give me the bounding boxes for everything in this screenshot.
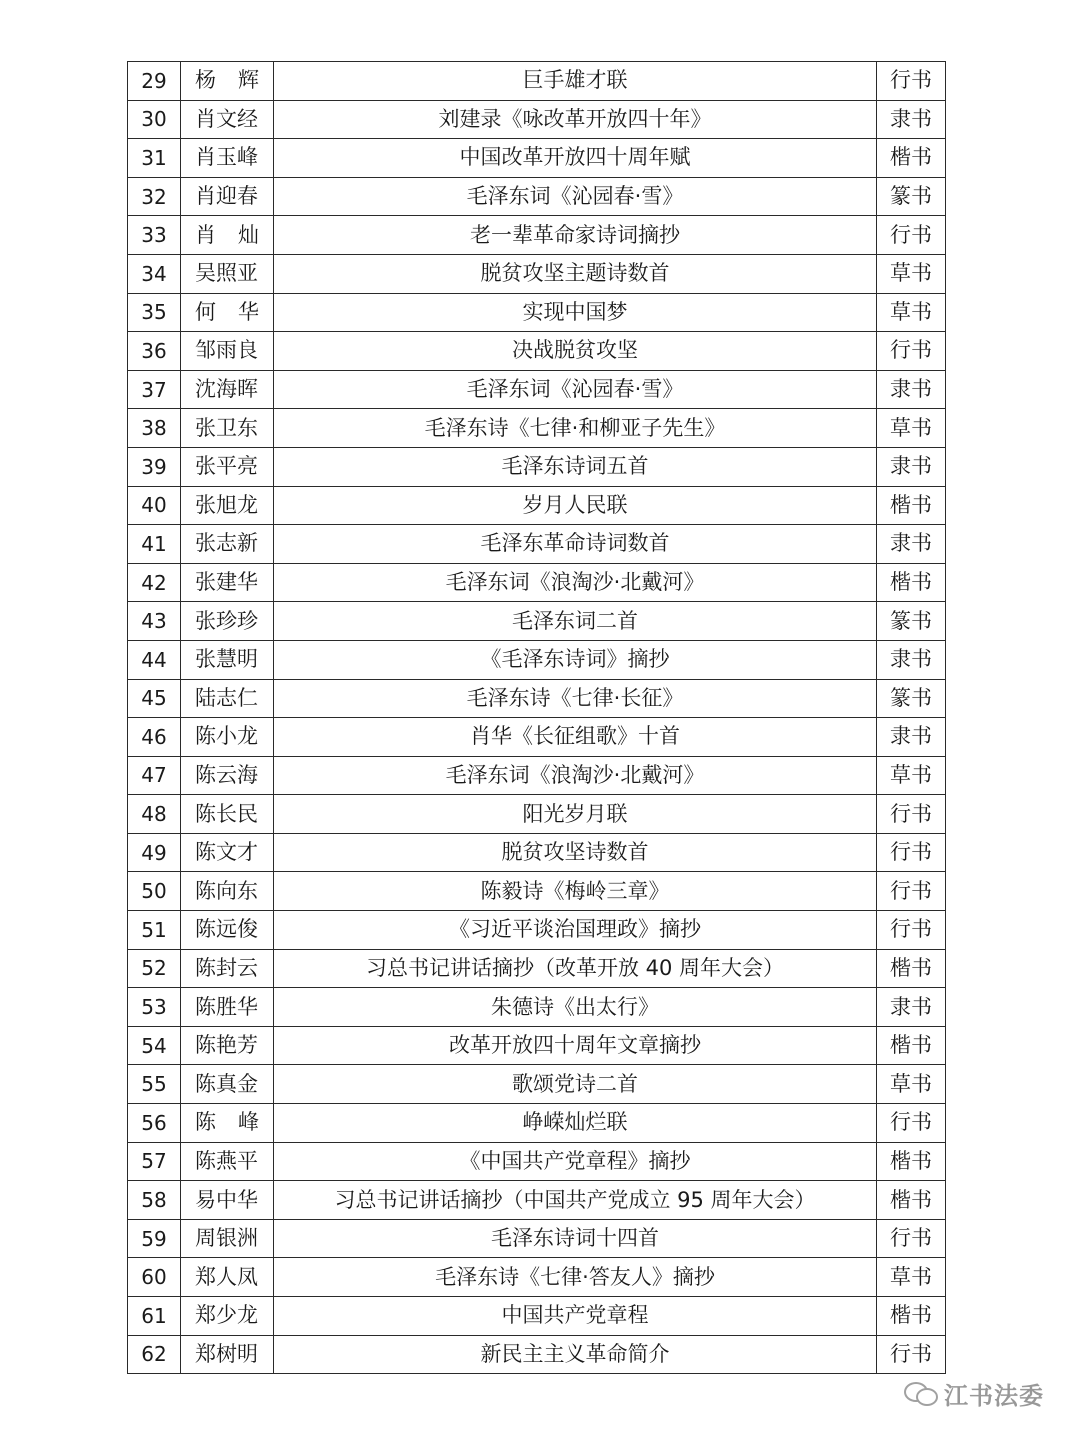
author-name: 陈文才	[181, 833, 274, 872]
work-title: 新民主主义革命简介	[274, 1335, 877, 1374]
table-row	[128, 370, 946, 409]
wechat-icon	[904, 1380, 938, 1406]
work-title: 毛泽东诗《七律·和柳亚子先生》	[274, 409, 877, 448]
author-name: 郑少龙	[181, 1297, 274, 1336]
work-title: 脱贫攻坚诗数首	[274, 833, 877, 872]
row-number: 61	[128, 1297, 181, 1336]
author-surname: 肖	[195, 222, 216, 247]
script-style: 草书	[877, 293, 946, 332]
table-row	[128, 602, 946, 641]
work-title: 陈毅诗《梅岭三章》	[274, 872, 877, 911]
work-title: 实现中国梦	[274, 293, 877, 332]
work-title: 改革开放四十周年文章摘抄	[274, 1026, 877, 1065]
author-name: 张旭龙	[181, 486, 274, 525]
work-title: 毛泽东革命诗词数首	[274, 525, 877, 564]
table-row	[128, 795, 946, 834]
table-row	[128, 756, 946, 795]
row-number: 32	[128, 177, 181, 216]
row-number: 33	[128, 216, 181, 255]
row-number: 50	[128, 872, 181, 911]
work-title: 毛泽东词《浪淘沙·北戴河》	[274, 756, 877, 795]
script-style: 楷书	[877, 1297, 946, 1336]
script-style: 篆书	[877, 177, 946, 216]
work-title: 歌颂党诗二首	[274, 1065, 877, 1104]
script-style: 草书	[877, 409, 946, 448]
author-surname: 何	[195, 299, 216, 324]
author-name: 陈云海	[181, 756, 274, 795]
script-style: 隶书	[877, 447, 946, 486]
author-name: 邹雨良	[181, 332, 274, 371]
table-row	[128, 62, 946, 101]
script-style: 草书	[877, 1258, 946, 1297]
work-title: 老一辈革命家诗词摘抄	[274, 216, 877, 255]
author-name: 郑树明	[181, 1335, 274, 1374]
row-number: 29	[128, 62, 181, 101]
table-row	[128, 409, 946, 448]
author-name	[181, 216, 274, 255]
table-row	[128, 872, 946, 911]
row-number: 49	[128, 833, 181, 872]
script-style: 行书	[877, 1219, 946, 1258]
table-row	[128, 177, 946, 216]
table-row	[128, 1258, 946, 1297]
author-name: 陈封云	[181, 949, 274, 988]
watermark	[904, 1376, 1044, 1410]
script-style: 隶书	[877, 988, 946, 1027]
work-title: 毛泽东词《沁园春·雪》	[274, 177, 877, 216]
row-number: 54	[128, 1026, 181, 1065]
row-number: 30	[128, 100, 181, 139]
author-name	[181, 293, 274, 332]
row-number: 36	[128, 332, 181, 371]
row-number: 59	[128, 1219, 181, 1258]
author-name: 陆志仁	[181, 679, 274, 718]
author-name: 陈小龙	[181, 718, 274, 757]
work-title: 刘建录《咏改革开放四十年》	[274, 100, 877, 139]
script-style: 草书	[877, 254, 946, 293]
script-style: 行书	[877, 911, 946, 950]
table-row	[128, 1181, 946, 1220]
table-row	[128, 1065, 946, 1104]
author-given-name: 辉	[238, 68, 259, 93]
row-number: 56	[128, 1104, 181, 1143]
row-number: 55	[128, 1065, 181, 1104]
table-row	[128, 216, 946, 255]
author-name: 张珍珍	[181, 602, 274, 641]
row-number: 35	[128, 293, 181, 332]
row-number: 42	[128, 563, 181, 602]
work-title: 朱德诗《出太行》	[274, 988, 877, 1027]
row-number: 39	[128, 447, 181, 486]
script-style: 楷书	[877, 139, 946, 178]
table-row	[128, 486, 946, 525]
table-row	[128, 563, 946, 602]
table-row	[128, 525, 946, 564]
script-style: 楷书	[877, 949, 946, 988]
work-title: 肖华《长征组歌》十首	[274, 718, 877, 757]
work-title: 习总书记讲话摘抄（中国共产党成立 95 周年大会）	[274, 1181, 877, 1220]
script-style: 行书	[877, 795, 946, 834]
work-title: 毛泽东诗《七律·长征》	[274, 679, 877, 718]
table-row	[128, 100, 946, 139]
row-number: 52	[128, 949, 181, 988]
script-style: 隶书	[877, 370, 946, 409]
author-name: 周银洲	[181, 1219, 274, 1258]
row-number: 60	[128, 1258, 181, 1297]
row-number: 38	[128, 409, 181, 448]
script-style: 篆书	[877, 679, 946, 718]
author-given-name: 灿	[238, 222, 259, 247]
work-title: 决战脱贫攻坚	[274, 332, 877, 371]
script-style: 楷书	[877, 1026, 946, 1065]
row-number: 40	[128, 486, 181, 525]
author-name: 陈远俊	[181, 911, 274, 950]
row-number: 53	[128, 988, 181, 1027]
work-title: 阳光岁月联	[274, 795, 877, 834]
author-name	[181, 62, 274, 101]
table-row	[128, 988, 946, 1027]
work-title: 脱贫攻坚主题诗数首	[274, 254, 877, 293]
script-style: 楷书	[877, 486, 946, 525]
work-title: 习总书记讲话摘抄（改革开放 40 周年大会）	[274, 949, 877, 988]
script-style: 草书	[877, 1065, 946, 1104]
author-name: 张建华	[181, 563, 274, 602]
row-number: 47	[128, 756, 181, 795]
script-style: 隶书	[877, 640, 946, 679]
row-number: 34	[128, 254, 181, 293]
work-title: 中国改革开放四十周年赋	[274, 139, 877, 178]
work-title: 中国共产党章程	[274, 1297, 877, 1336]
script-style: 隶书	[877, 525, 946, 564]
author-name: 吴照亚	[181, 254, 274, 293]
table-row	[128, 447, 946, 486]
row-number: 62	[128, 1335, 181, 1374]
table-row	[128, 1297, 946, 1336]
row-number: 44	[128, 640, 181, 679]
author-name: 陈燕平	[181, 1142, 274, 1181]
work-title: 毛泽东词《沁园春·雪》	[274, 370, 877, 409]
author-name: 张卫东	[181, 409, 274, 448]
row-number: 48	[128, 795, 181, 834]
row-number: 41	[128, 525, 181, 564]
work-title: 《中国共产党章程》摘抄	[274, 1142, 877, 1181]
script-style: 行书	[877, 1104, 946, 1143]
row-number: 46	[128, 718, 181, 757]
script-style: 篆书	[877, 602, 946, 641]
table-row	[128, 949, 946, 988]
table-row	[128, 833, 946, 872]
author-name: 张志新	[181, 525, 274, 564]
script-style: 隶书	[877, 100, 946, 139]
author-name: 肖迎春	[181, 177, 274, 216]
author-surname: 陈	[195, 1110, 216, 1135]
work-title: 岁月人民联	[274, 486, 877, 525]
author-name: 张慧明	[181, 640, 274, 679]
row-number: 43	[128, 602, 181, 641]
author-name: 陈长民	[181, 795, 274, 834]
works-table	[127, 61, 946, 1374]
table-row	[128, 1104, 946, 1143]
table-row	[128, 254, 946, 293]
author-name: 沈海晖	[181, 370, 274, 409]
script-style: 行书	[877, 872, 946, 911]
script-style: 行书	[877, 62, 946, 101]
table-row	[128, 332, 946, 371]
script-style: 隶书	[877, 718, 946, 757]
work-title: 毛泽东诗词十四首	[274, 1219, 877, 1258]
author-name	[181, 1104, 274, 1143]
author-name: 易中华	[181, 1181, 274, 1220]
script-style: 楷书	[877, 1142, 946, 1181]
table-row	[128, 1335, 946, 1374]
work-title: 巨手雄才联	[274, 62, 877, 101]
row-number: 58	[128, 1181, 181, 1220]
author-name: 张平亮	[181, 447, 274, 486]
author-given-name: 峰	[238, 1110, 259, 1135]
row-number: 37	[128, 370, 181, 409]
row-number: 31	[128, 139, 181, 178]
table-row	[128, 640, 946, 679]
work-title: 《习近平谈治国理政》摘抄	[274, 911, 877, 950]
table-row	[128, 718, 946, 757]
table-row	[128, 911, 946, 950]
author-name: 陈胜华	[181, 988, 274, 1027]
row-number: 51	[128, 911, 181, 950]
row-number: 57	[128, 1142, 181, 1181]
author-name: 陈艳芳	[181, 1026, 274, 1065]
author-name: 陈向东	[181, 872, 274, 911]
author-given-name: 华	[238, 299, 259, 324]
author-surname: 杨	[195, 68, 216, 93]
script-style: 行书	[877, 332, 946, 371]
script-style: 行书	[877, 833, 946, 872]
work-title: 毛泽东词二首	[274, 602, 877, 641]
work-title: 毛泽东诗词五首	[274, 447, 877, 486]
author-name: 陈真金	[181, 1065, 274, 1104]
author-name: 肖玉峰	[181, 139, 274, 178]
works-table-body	[128, 62, 946, 1374]
script-style: 楷书	[877, 1181, 946, 1220]
work-title: 《毛泽东诗词》摘抄	[274, 640, 877, 679]
table-row	[128, 1026, 946, 1065]
author-name: 郑人凤	[181, 1258, 274, 1297]
table-row	[128, 293, 946, 332]
table-row	[128, 1219, 946, 1258]
work-title: 毛泽东词《浪淘沙·北戴河》	[274, 563, 877, 602]
watermark-text: 江书法委	[944, 1381, 1044, 1410]
work-title: 峥嵘灿烂联	[274, 1104, 877, 1143]
table-row	[128, 1142, 946, 1181]
script-style: 行书	[877, 1335, 946, 1374]
script-style: 行书	[877, 216, 946, 255]
work-title: 毛泽东诗《七律·答友人》摘抄	[274, 1258, 877, 1297]
row-number: 45	[128, 679, 181, 718]
table-row	[128, 139, 946, 178]
script-style: 草书	[877, 756, 946, 795]
author-name: 肖文经	[181, 100, 274, 139]
script-style: 楷书	[877, 563, 946, 602]
table-row	[128, 679, 946, 718]
